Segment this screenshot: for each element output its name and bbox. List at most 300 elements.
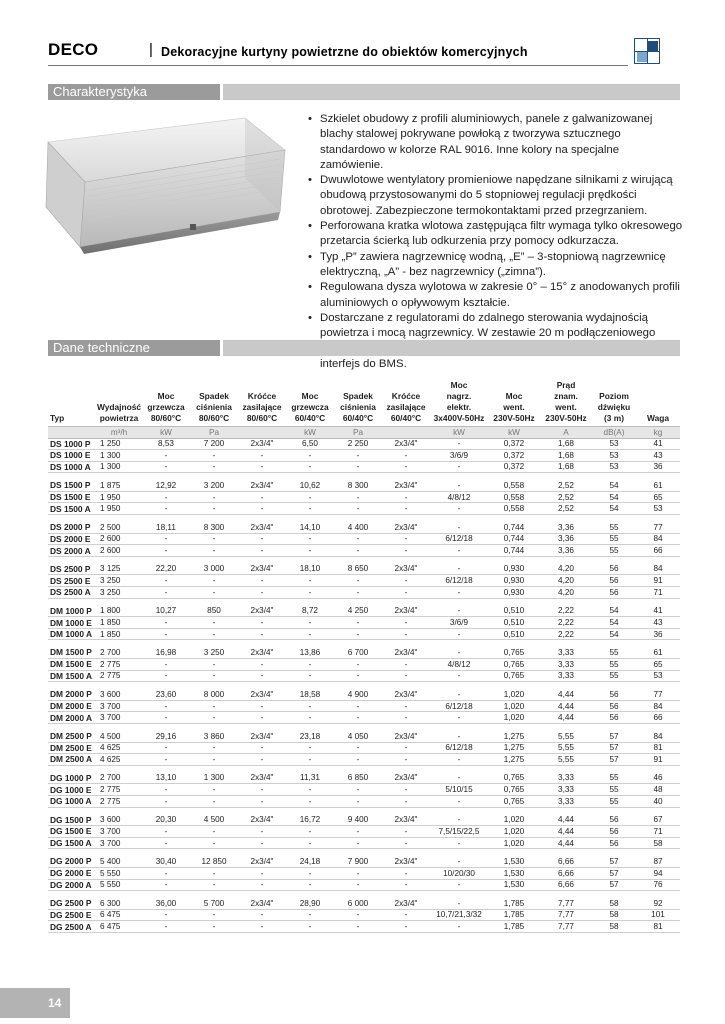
- table-cell: -: [238, 575, 286, 587]
- table-cell: 3 125: [96, 563, 142, 575]
- table-cell: 56: [592, 814, 636, 826]
- column-header-line: grzewcza: [147, 401, 185, 412]
- table-cell: -: [286, 461, 334, 473]
- table-cell: -: [142, 461, 190, 473]
- table-row: [48, 772, 680, 784]
- column-header-line: Spadek: [343, 390, 373, 401]
- model-name-cell: DS 1000 P: [48, 438, 96, 450]
- table-cell: 4 500: [96, 730, 142, 742]
- table-cell: -: [382, 837, 430, 849]
- table-cell: 84: [636, 533, 680, 545]
- table-cell: -: [382, 784, 430, 796]
- column-header-line: ciśnienia: [340, 401, 376, 412]
- table-cell: 66: [636, 712, 680, 724]
- table-cell: 55: [592, 545, 636, 557]
- table-cell: 53: [592, 438, 636, 450]
- table-cell: -: [334, 700, 382, 712]
- table-cell: 2,22: [540, 605, 592, 617]
- table-cell: 1,785: [488, 909, 540, 921]
- table-cell: 12 850: [190, 856, 238, 868]
- table-cell: -: [286, 712, 334, 724]
- table-cell: -: [382, 921, 430, 933]
- column-header-line: Poziom: [599, 390, 629, 401]
- table-cell: 7,77: [540, 921, 592, 933]
- table-cell: -: [430, 605, 488, 617]
- column-header-line: 60/40°C: [342, 412, 374, 423]
- table-cell: -: [190, 461, 238, 473]
- table-cell: -: [430, 670, 488, 682]
- table-cell: -: [334, 628, 382, 640]
- table-cell: 4 050: [334, 730, 382, 742]
- table-cell: 3 200: [190, 480, 238, 492]
- table-cell: 87: [636, 856, 680, 868]
- table-cell: 0,930: [488, 575, 540, 587]
- table-cell: 71: [636, 587, 680, 599]
- table-cell: 1,785: [488, 898, 540, 910]
- table-cell: 1,020: [488, 826, 540, 838]
- column-header-line: Waga: [646, 412, 670, 423]
- column-header: [286, 366, 334, 426]
- table-cell: -: [334, 909, 382, 921]
- table-header-row: [48, 366, 680, 426]
- column-header-line: zasilające: [242, 401, 282, 412]
- table-cell: 3 600: [96, 689, 142, 701]
- group-gap: [48, 765, 680, 772]
- table-cell: 3 860: [190, 730, 238, 742]
- column-header-line: elektr.: [446, 401, 472, 412]
- table-cell: 4/8/12: [430, 659, 488, 671]
- model-name-cell: DG 1000 E: [48, 784, 96, 796]
- table-cell: -: [382, 617, 430, 629]
- table-cell: 7,77: [540, 909, 592, 921]
- table-cell: 0,510: [488, 617, 540, 629]
- table-cell: -: [142, 909, 190, 921]
- column-header: [592, 366, 636, 426]
- table-row: [48, 712, 680, 724]
- table-cell: 4 400: [334, 522, 382, 534]
- table-cell: 12,92: [142, 480, 190, 492]
- feature-item: • Regulowana dysza wylotowa w zakresie 0° – 15° z anodowanych profili aluminiowych o opływowym kształcie.: [308, 280, 683, 311]
- table-cell: -: [142, 628, 190, 640]
- table-cell: 0,765: [488, 647, 540, 659]
- table-cell: 2x3/4": [382, 647, 430, 659]
- feature-item: • Perforowana kratka wlotowa zastępująca filtr wymaga tylko okresowego przetarcia ścierką lub odkurzenia przy pomocy odkurzacza.: [308, 219, 683, 250]
- model-name-cell: DM 1000 P: [48, 605, 96, 617]
- model-name-cell: DG 1500 E: [48, 826, 96, 838]
- table-cell: -: [238, 545, 286, 557]
- table-row: [48, 921, 680, 933]
- table-row: [48, 450, 680, 462]
- table-row: [48, 856, 680, 868]
- table-row: [48, 659, 680, 671]
- group-gap: [48, 473, 680, 480]
- model-name-cell: DM 2500 A: [48, 754, 96, 766]
- table-cell: 6/12/18: [430, 533, 488, 545]
- table-cell: -: [382, 712, 430, 724]
- table-cell: 71: [636, 826, 680, 838]
- table-cell: 4 625: [96, 742, 142, 754]
- unit-cell: kW: [488, 426, 540, 438]
- group-gap: [48, 598, 680, 605]
- table-cell: -: [190, 670, 238, 682]
- table-cell: -: [430, 879, 488, 891]
- table-cell: 57: [592, 879, 636, 891]
- column-header-line: 80/60°C: [246, 412, 278, 423]
- table-cell: 2 775: [96, 784, 142, 796]
- table-cell: 2,22: [540, 628, 592, 640]
- table-cell: -: [238, 784, 286, 796]
- table-cell: 66: [636, 545, 680, 557]
- table-cell: 30,40: [142, 856, 190, 868]
- table-cell: -: [238, 450, 286, 462]
- table-cell: 57: [592, 742, 636, 754]
- feature-item: • Szkielet obudowy z profili aluminiowych, panele z galwanizowanej blachy stalowej pokrywane powłoką z tworzywa sztucznego standardowo w kolorze RAL 9016. Inne kolory na specjalne zamówienie.: [308, 112, 683, 173]
- table-cell: 5/10/15: [430, 784, 488, 796]
- table-cell: -: [430, 587, 488, 599]
- table-cell: 56: [592, 587, 636, 599]
- column-header-line: Króćce: [391, 390, 421, 401]
- table-cell: 1 800: [96, 605, 142, 617]
- table-cell: 77: [636, 689, 680, 701]
- model-name-cell: DS 2500 A: [48, 587, 96, 599]
- table-row: [48, 587, 680, 599]
- table-cell: 24,18: [286, 856, 334, 868]
- table-cell: 2 700: [96, 772, 142, 784]
- unit-cell: kW: [286, 426, 334, 438]
- table-cell: -: [286, 700, 334, 712]
- column-header: [190, 366, 238, 426]
- table-cell: 1 850: [96, 617, 142, 629]
- group-gap: [48, 807, 680, 814]
- column-header-line: Moc: [301, 390, 319, 401]
- table-cell: 6 475: [96, 921, 142, 933]
- table-cell: -: [334, 742, 382, 754]
- table-row: [48, 533, 680, 545]
- table-row: [48, 826, 680, 838]
- table-cell: -: [382, 587, 430, 599]
- table-cell: 6,66: [540, 867, 592, 879]
- column-header: [48, 366, 96, 426]
- table-cell: 4 500: [190, 814, 238, 826]
- table-cell: -: [286, 837, 334, 849]
- table-cell: 18,11: [142, 522, 190, 534]
- table-cell: 9 400: [334, 814, 382, 826]
- table-cell: 3 700: [96, 712, 142, 724]
- table-cell: 2 775: [96, 659, 142, 671]
- unit-cell: m³/h: [96, 426, 142, 438]
- table-cell: -: [430, 563, 488, 575]
- table-cell: 2x3/4": [382, 730, 430, 742]
- table-cell: 65: [636, 491, 680, 503]
- table-cell: -: [238, 826, 286, 838]
- table-cell: 76: [636, 879, 680, 891]
- table-cell: -: [382, 826, 430, 838]
- table-cell: -: [334, 533, 382, 545]
- table-cell: 1,530: [488, 867, 540, 879]
- table-row: [48, 503, 680, 515]
- table-cell: -: [190, 837, 238, 849]
- table-row: [48, 784, 680, 796]
- column-header: [238, 366, 286, 426]
- section-technical-bar: [223, 340, 680, 356]
- table-cell: -: [334, 784, 382, 796]
- table-cell: -: [142, 450, 190, 462]
- table-cell: -: [142, 742, 190, 754]
- column-header-line: 230V-50Hz: [545, 412, 587, 423]
- column-header-line: ciśnienia: [196, 401, 232, 412]
- table-cell: 0,558: [488, 480, 540, 492]
- model-name-cell: DS 2000 P: [48, 522, 96, 534]
- table-cell: 1,68: [540, 450, 592, 462]
- table-cell: 6 000: [334, 898, 382, 910]
- table-cell: 2x3/4": [238, 605, 286, 617]
- table-row: [48, 461, 680, 473]
- table-cell: -: [382, 742, 430, 754]
- table-row: [48, 867, 680, 879]
- table-cell: 3 700: [96, 837, 142, 849]
- table-cell: 2,52: [540, 480, 592, 492]
- model-name-cell: DS 1000 E: [48, 450, 96, 462]
- column-header: [96, 366, 142, 426]
- table-cell: -: [382, 795, 430, 807]
- table-cell: 8 650: [334, 563, 382, 575]
- table-cell: -: [430, 856, 488, 868]
- table-cell: 6 700: [334, 647, 382, 659]
- header-rule: [48, 65, 628, 66]
- table-cell: 5,55: [540, 742, 592, 754]
- column-header: [142, 366, 190, 426]
- model-name-cell: DM 2000 A: [48, 712, 96, 724]
- table-cell: 2x3/4": [382, 522, 430, 534]
- table-cell: 55: [592, 670, 636, 682]
- table-cell: 2x3/4": [382, 438, 430, 450]
- table-cell: -: [190, 795, 238, 807]
- table-cell: -: [190, 826, 238, 838]
- table-cell: -: [430, 480, 488, 492]
- model-name-cell: DS 2500 P: [48, 563, 96, 575]
- table-row: [48, 909, 680, 921]
- table-cell: 54: [592, 480, 636, 492]
- table-cell: 16,98: [142, 647, 190, 659]
- table-cell: 61: [636, 647, 680, 659]
- table-cell: 6/12/18: [430, 700, 488, 712]
- column-header: [488, 366, 540, 426]
- unit-cell: A: [540, 426, 592, 438]
- table-cell: 1,020: [488, 700, 540, 712]
- table-cell: 6/12/18: [430, 575, 488, 587]
- table-cell: 7,77: [540, 898, 592, 910]
- table-cell: -: [142, 795, 190, 807]
- column-header-line: Moc: [505, 390, 523, 401]
- table-cell: 4,44: [540, 700, 592, 712]
- table-cell: 2 600: [96, 533, 142, 545]
- table-cell: 1,68: [540, 461, 592, 473]
- unit-cell: kW: [430, 426, 488, 438]
- model-name-cell: DG 1500 A: [48, 837, 96, 849]
- table-cell: 2 600: [96, 545, 142, 557]
- table-cell: -: [238, 879, 286, 891]
- table-cell: -: [190, 617, 238, 629]
- model-name-cell: DG 2500 E: [48, 909, 96, 921]
- table-cell: -: [334, 921, 382, 933]
- table-cell: 65: [636, 659, 680, 671]
- table-cell: 6 475: [96, 909, 142, 921]
- table-cell: 8,72: [286, 605, 334, 617]
- table-cell: 0,558: [488, 491, 540, 503]
- column-header-line: Spadek: [199, 390, 229, 401]
- table-cell: -: [238, 587, 286, 599]
- table-cell: 81: [636, 742, 680, 754]
- table-cell: -: [382, 879, 430, 891]
- section-characteristics: Charakterystyka: [48, 84, 220, 100]
- model-name-cell: DS 2500 E: [48, 575, 96, 587]
- table-cell: -: [286, 587, 334, 599]
- unit-cell: [382, 426, 430, 438]
- table-cell: -: [430, 837, 488, 849]
- table-row: [48, 647, 680, 659]
- table-cell: 10,62: [286, 480, 334, 492]
- table-cell: 10/20/30: [430, 867, 488, 879]
- table-cell: 2x3/4": [238, 480, 286, 492]
- table-cell: 1,275: [488, 742, 540, 754]
- unit-cell: [238, 426, 286, 438]
- column-header: [382, 366, 430, 426]
- table-cell: 55: [592, 647, 636, 659]
- model-name-cell: DS 1500 E: [48, 491, 96, 503]
- table-cell: 1,68: [540, 438, 592, 450]
- table-cell: 3/6/9: [430, 450, 488, 462]
- group-gap: [48, 515, 680, 522]
- table-cell: 56: [592, 700, 636, 712]
- table-cell: 36: [636, 461, 680, 473]
- table-cell: -: [142, 617, 190, 629]
- table-cell: -: [334, 545, 382, 557]
- table-cell: 2x3/4": [382, 772, 430, 784]
- table-cell: 0,765: [488, 795, 540, 807]
- table-cell: -: [286, 503, 334, 515]
- group-gap: [48, 556, 680, 563]
- table-cell: 43: [636, 450, 680, 462]
- table-cell: -: [286, 617, 334, 629]
- table-cell: 13,86: [286, 647, 334, 659]
- table-cell: 1,020: [488, 814, 540, 826]
- column-header-line: Typ: [50, 412, 65, 423]
- column-header-line: Moc: [157, 390, 175, 401]
- table-cell: -: [142, 533, 190, 545]
- table-cell: -: [142, 921, 190, 933]
- table-row: [48, 795, 680, 807]
- page-header: [48, 38, 680, 68]
- column-header: [540, 366, 592, 426]
- table-cell: -: [334, 826, 382, 838]
- table-cell: -: [430, 647, 488, 659]
- table-cell: -: [286, 491, 334, 503]
- table-cell: 55: [592, 784, 636, 796]
- table-cell: 3,33: [540, 659, 592, 671]
- table-row: [48, 700, 680, 712]
- table-cell: 4,44: [540, 689, 592, 701]
- table-cell: -: [382, 754, 430, 766]
- table-cell: 53: [636, 503, 680, 515]
- table-cell: 2 700: [96, 647, 142, 659]
- table-cell: 57: [592, 730, 636, 742]
- table-cell: -: [286, 533, 334, 545]
- table-cell: -: [286, 784, 334, 796]
- table-cell: -: [286, 545, 334, 557]
- model-name-cell: DM 1000 E: [48, 617, 96, 629]
- table-row: [48, 617, 680, 629]
- table-cell: 3 000: [190, 563, 238, 575]
- table-cell: 55: [592, 533, 636, 545]
- column-header-line: Wydajność: [97, 401, 142, 412]
- table-cell: 3,33: [540, 670, 592, 682]
- table-cell: -: [142, 837, 190, 849]
- table-cell: 58: [592, 909, 636, 921]
- model-name-cell: DM 1500 P: [48, 647, 96, 659]
- table-cell: 0,765: [488, 772, 540, 784]
- header-separator: |: [149, 41, 153, 58]
- table-cell: -: [382, 461, 430, 473]
- table-cell: -: [190, 712, 238, 724]
- table-cell: 5,55: [540, 754, 592, 766]
- group-gap: [48, 849, 680, 856]
- table-cell: 5 400: [96, 856, 142, 868]
- table-cell: 55: [592, 522, 636, 534]
- table-cell: 3,33: [540, 795, 592, 807]
- table-cell: 2x3/4": [382, 898, 430, 910]
- table-cell: 56: [592, 712, 636, 724]
- table-cell: 3,36: [540, 522, 592, 534]
- table-cell: 8 300: [334, 480, 382, 492]
- table-cell: 6 850: [334, 772, 382, 784]
- table-cell: 16,72: [286, 814, 334, 826]
- table-cell: -: [142, 754, 190, 766]
- table-cell: 1 300: [96, 461, 142, 473]
- table-cell: -: [430, 754, 488, 766]
- table-cell: -: [238, 742, 286, 754]
- table-cell: 0,510: [488, 605, 540, 617]
- table-cell: 36: [636, 628, 680, 640]
- table-cell: -: [382, 659, 430, 671]
- column-header-line: 80/60°C: [198, 412, 230, 423]
- table-cell: -: [334, 754, 382, 766]
- table-cell: 14,10: [286, 522, 334, 534]
- column-header-line: 3x400V-50Hz: [433, 412, 485, 423]
- table-cell: -: [382, 909, 430, 921]
- table-cell: -: [190, 921, 238, 933]
- model-name-cell: DG 2500 P: [48, 898, 96, 910]
- table-cell: -: [382, 503, 430, 515]
- table-cell: -: [238, 909, 286, 921]
- table-cell: 2x3/4": [382, 814, 430, 826]
- table-cell: 3 700: [96, 700, 142, 712]
- table-cell: -: [334, 879, 382, 891]
- table-cell: 1 300: [96, 450, 142, 462]
- table-cell: 56: [592, 563, 636, 575]
- table-cell: 3 600: [96, 814, 142, 826]
- table-cell: 6 300: [96, 898, 142, 910]
- table-cell: -: [190, 628, 238, 640]
- table-cell: 4 625: [96, 754, 142, 766]
- table-cell: -: [286, 659, 334, 671]
- column-header: [334, 366, 382, 426]
- model-name-cell: DM 1000 A: [48, 628, 96, 640]
- table-cell: 1,020: [488, 689, 540, 701]
- table-cell: 4,44: [540, 712, 592, 724]
- table-cell: -: [286, 670, 334, 682]
- table-row: [48, 837, 680, 849]
- table-cell: 6,50: [286, 438, 334, 450]
